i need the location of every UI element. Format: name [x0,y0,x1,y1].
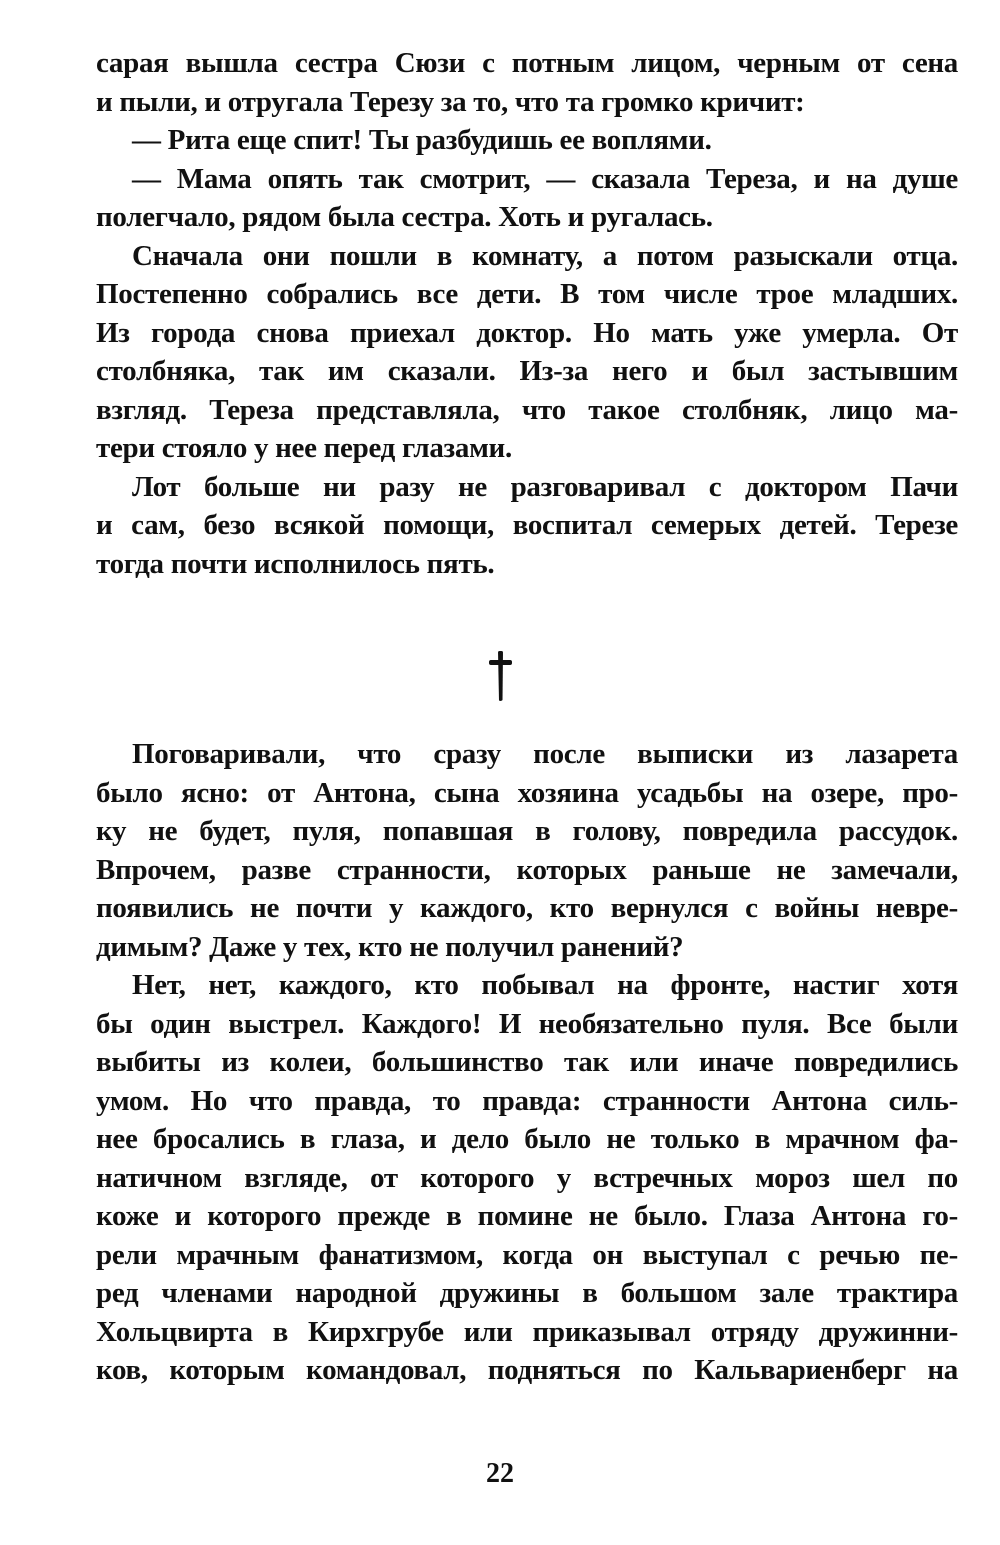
dialogue-line: — Мама опять так смотрит, — сказала Тереза, и на душе [132,162,958,195]
text-line: коже и которого прежде в помине не было. Глаза Антона го- [96,1200,958,1232]
dagger-icon [487,647,513,703]
text-line: выбиты из колеи, большинство так или иначе повредились [96,1046,958,1078]
text-line: Хольцвирта в Кирхгрубе или приказывал отряду дружинни- [96,1315,958,1348]
text-line: столбняка, так им сказали. Из-за него и был застывшим [96,355,958,387]
text-line: натичном взгляде, от которого у встречных мороз шел по [96,1161,958,1194]
text-line: появились не почти у каждого, кто вернулся с войны невре- [96,892,958,924]
text-line: Впрочем, разве странности, которых раньше не замечали, [96,853,958,886]
text-line: и сам, безо всякой помощи, воспитал семерых детей. Терезе [96,509,958,541]
text-line: и пыли, и отругала Терезу за то, что та громко кричит: [96,85,805,118]
text-line: сарая вышла сестра Сюзи с потным лицом, черным от сена [96,47,958,79]
page-number: 22 [486,1458,514,1489]
text-line: тогда почти исполнилось пять. [96,547,495,580]
text-line: умом. Но что правда, то правда: странности Антона силь- [96,1084,958,1117]
text-line: Постепенно собрались все дети. В том числе трое младших. [96,278,958,310]
section-2-text [96,735,958,1390]
text-line: было ясно: от Антона, сына хозяина усадьбы на озере, про- [96,776,958,809]
section-1-text [96,44,958,583]
text-line: рели мрачным фанатизмом, когда он выступал с речью пе- [96,1238,958,1271]
text-line: взгляд. Тереза представляла, что такое столбняк, лицо ма- [96,393,958,426]
section-break [0,640,1000,710]
paragraph-first-line: Сначала они пошли в комнату, а потом разыскали отца. [132,239,958,272]
text-line: бы один выстрел. Каждого! И необязательно пуля. Все были [96,1007,958,1040]
text-line: димым? Даже у тех, кто не получил ранений? [96,930,684,963]
text-line: Из города снова приехал доктор. Но мать уже умерла. От [96,316,958,349]
dialogue-line: — Рита еще спит! Ты разбудишь ее воплями. [132,124,712,156]
text-line: нее бросались в глаза, и дело было не только в мрачном фа- [96,1123,958,1155]
text-line: ков, которым командовал, подняться по Кальвариенберг на [96,1354,958,1386]
text-line: полегчало, рядом была сестра. Хоть и ругалась. [96,201,713,233]
paragraph-first-line: Лот больше ни разу не разговаривал с доктором Пачи [132,470,958,503]
paragraph-first-line: Нет, нет, каждого, кто побывал на фронте, настиг хотя [132,969,958,1001]
paragraph-first-line: Поговаривали, что сразу после выписки из лазарета [132,738,958,770]
text-line: тери стояло у нее перед глазами. [96,432,512,464]
text-line: ку не будет, пуля, попавшая в голову, повредила рассудок. [96,815,958,847]
text-line: ред членами народной дружины в большом зале трактира [96,1277,958,1309]
